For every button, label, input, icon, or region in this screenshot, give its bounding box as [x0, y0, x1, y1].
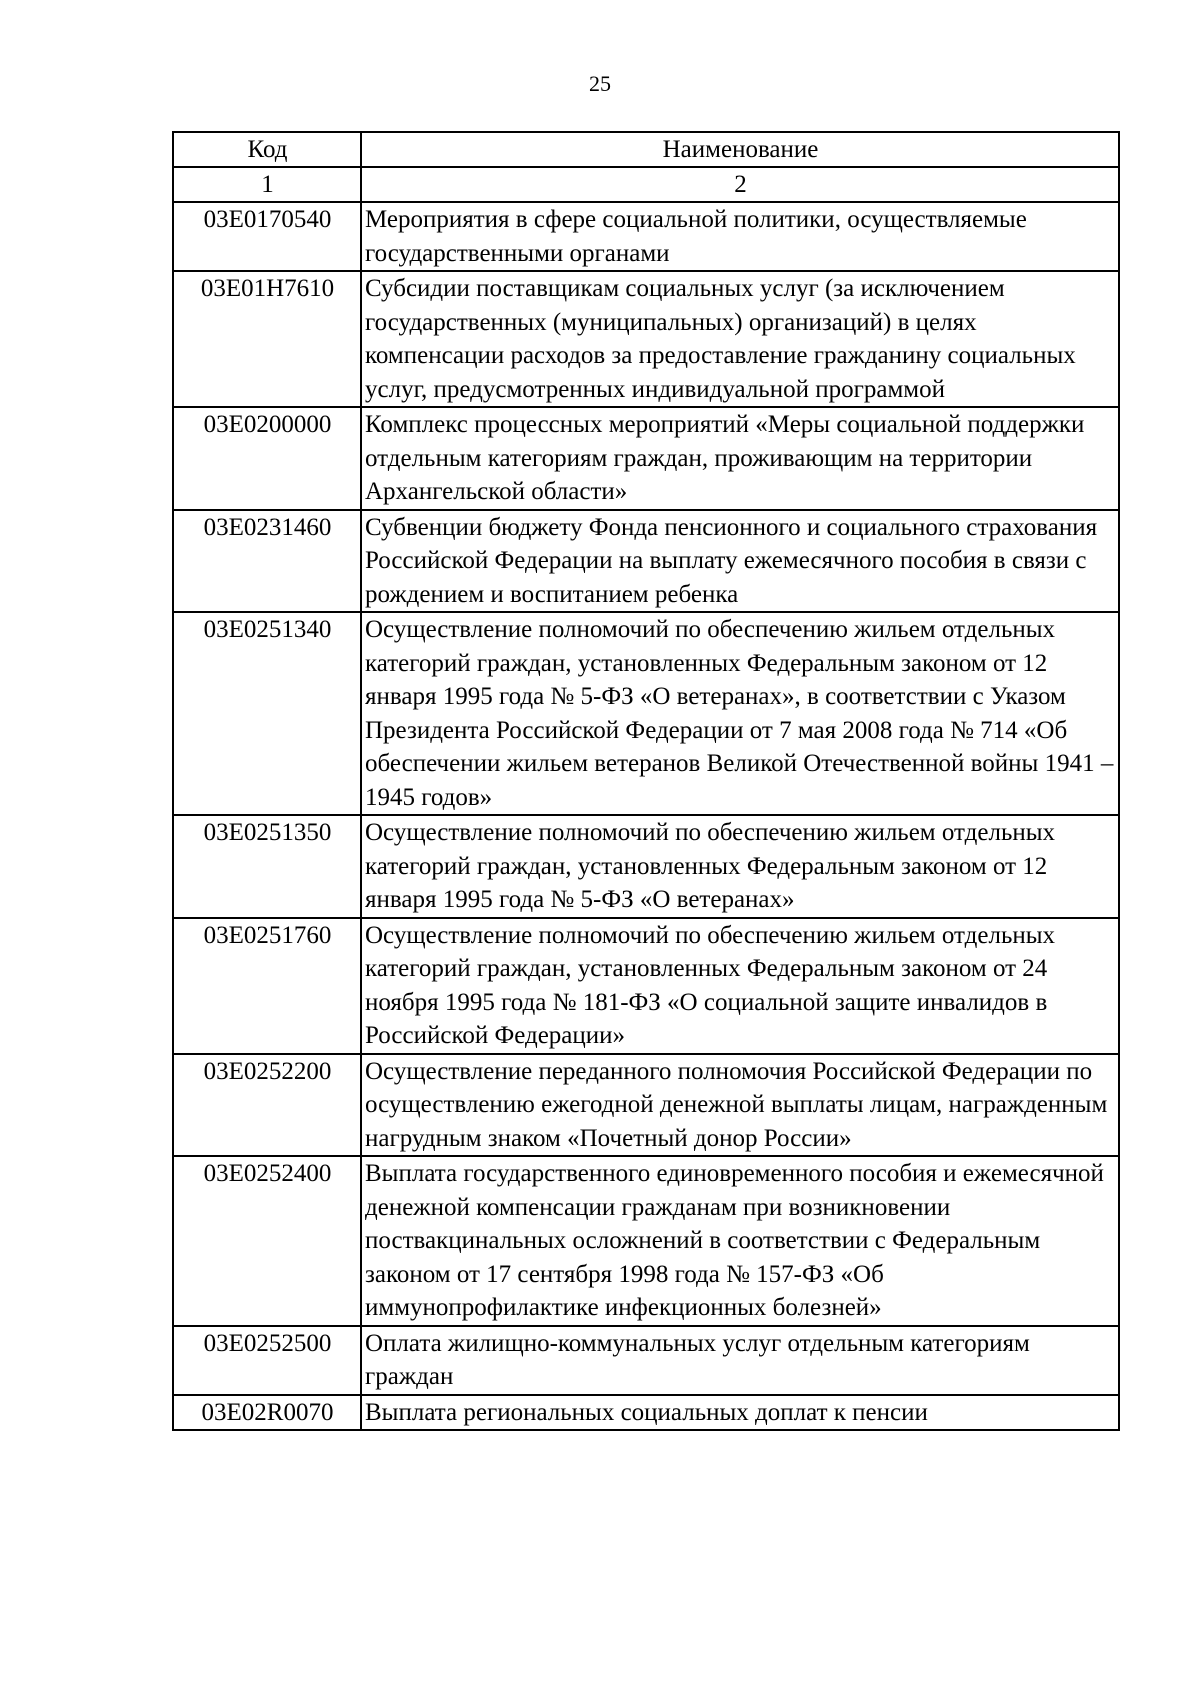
- row-code: 03Е0251350: [173, 815, 361, 918]
- table-row: [173, 1054, 1119, 1157]
- row-name: Осуществление полномочий по обеспечению жильем отдельных категорий граждан, установленных Федеральным законом от 12 января 1995 года № 5-ФЗ «О ветеранах», в соответствии с Указом Президента Российской Федерации от 7 мая 2008 года № 714 «Об обеспечении жильем ветеранов Великой Отечественной войны 1941 – 1945 годов»: [361, 612, 1119, 815]
- table-row: [173, 612, 1119, 815]
- row-code: 03Е0251760: [173, 918, 361, 1054]
- row-code: 03Е02R0070: [173, 1395, 361, 1431]
- row-code: 03Е0231460: [173, 510, 361, 613]
- row-name: Осуществление переданного полномочия Российской Федерации по осуществлению ежегодной денежной выплаты лицам, награжденным нагрудным знаком «Почетный донор России»: [361, 1054, 1119, 1157]
- table-row: [173, 271, 1119, 407]
- row-code: 03Е0170540: [173, 202, 361, 271]
- row-name: Субвенции бюджету Фонда пенсионного и социального страхования Российской Федерации на выплату ежемесячного пособия в связи с рождением и воспитанием ребенка: [361, 510, 1119, 613]
- table-row: [173, 1326, 1119, 1395]
- row-code: 03Е01Н7610: [173, 271, 361, 407]
- column-number-row: [173, 167, 1119, 202]
- row-name: Осуществление полномочий по обеспечению жильем отдельных категорий граждан, установленных Федеральным законом от 12 января 1995 года № 5-ФЗ «О ветеранах»: [361, 815, 1119, 918]
- header-code: Код: [173, 132, 361, 167]
- column-number-1: 1: [173, 167, 361, 202]
- table-row: [173, 1395, 1119, 1431]
- column-number-2: 2: [361, 167, 1119, 202]
- row-code: 03Е0252200: [173, 1054, 361, 1157]
- row-code: 03Е0200000: [173, 407, 361, 510]
- row-name: Выплата региональных социальных доплат к пенсии: [361, 1395, 1119, 1431]
- row-code: 03Е0252400: [173, 1156, 361, 1326]
- budget-codes-table: [172, 131, 1120, 1431]
- table-row: [173, 202, 1119, 271]
- row-code: 03Е0251340: [173, 612, 361, 815]
- row-name: Субсидии поставщикам социальных услуг (за исключением государственных (муниципальных) организаций) в целях компенсации расходов за предоставление гражданину социальных услуг, предусмотренных индивидуальной программой: [361, 271, 1119, 407]
- table-row: [173, 1156, 1119, 1326]
- row-name: Оплата жилищно-коммунальных услуг отдельным категориям граждан: [361, 1326, 1119, 1395]
- row-name: Осуществление полномочий по обеспечению жильем отдельных категорий граждан, установленных Федеральным законом от 24 ноября 1995 года № 181-ФЗ «О социальной защите инвалидов в Российской Федерации»: [361, 918, 1119, 1054]
- table-row: [173, 815, 1119, 918]
- row-code: 03Е0252500: [173, 1326, 361, 1395]
- header-name: Наименование: [361, 132, 1119, 167]
- table-row: [173, 918, 1119, 1054]
- page-number: 25: [589, 71, 611, 96]
- table-row: [173, 407, 1119, 510]
- row-name: Выплата государственного единовременного пособия и ежемесячной денежной компенсации гражданам при возникновении поствакцинальных осложнений в соответствии с Федеральным законом от 17 сентября 1998 года № 157-ФЗ «Об иммунопрофилактике инфекционных болезней»: [361, 1156, 1119, 1326]
- row-name: Комплекс процессных мероприятий «Меры социальной поддержки отдельным категориям граждан, проживающим на территории Архангельской области»: [361, 407, 1119, 510]
- row-name: Мероприятия в сфере социальной политики, осуществляемые государственными органами: [361, 202, 1119, 271]
- table-header-row: [173, 132, 1119, 167]
- table-row: [173, 510, 1119, 613]
